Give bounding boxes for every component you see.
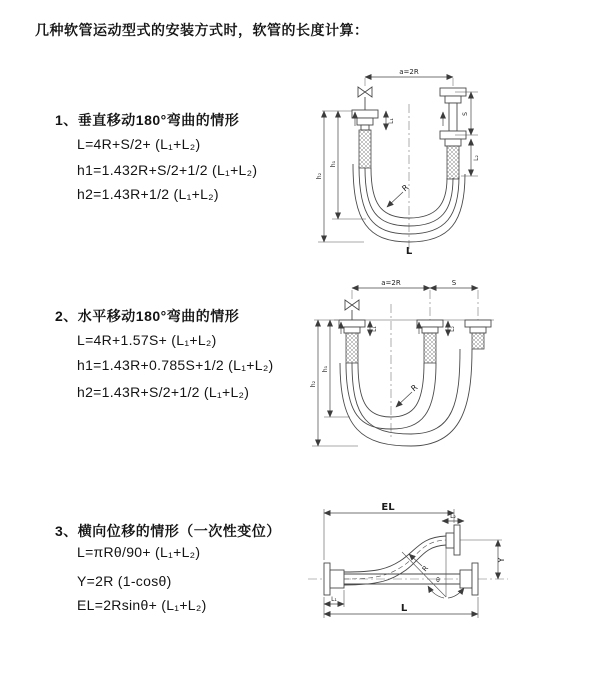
length-label: L [405, 246, 413, 257]
dimension-label-a2r: a=2R [381, 279, 401, 287]
radius-leader [387, 192, 403, 207]
formula-line: L=4R+S/2+ (L₁+L₂) [77, 136, 201, 152]
section-2-heading: 2、水平移动180°弯曲的情形 [55, 308, 240, 324]
section-3-heading: 3、横向位移的情形（一次性变位） [55, 523, 281, 539]
radius-label: R [420, 564, 431, 574]
valve-icon [345, 300, 359, 310]
flange [472, 563, 478, 595]
flange [470, 327, 486, 333]
formula-line: Y=2R (1-cosθ) [77, 573, 172, 589]
dimension-label-h1: h₁ [330, 160, 337, 168]
dimension-label-y: Y [497, 557, 506, 563]
radius-label: R [409, 382, 420, 394]
dimension-label-l2: L₂ [473, 155, 480, 161]
flange [445, 139, 461, 146]
dimension-label-l1: L₁ [371, 326, 378, 332]
hose-centerline [344, 540, 446, 579]
construction-line [402, 552, 446, 597]
formula-line: L=πRθ/90+ (L₁+L₂) [77, 544, 201, 560]
dimension-label-s: S [451, 279, 457, 287]
flange [417, 320, 443, 327]
radius-leader [396, 392, 412, 407]
flange-hub [330, 570, 344, 588]
dimension-label-h2: h₂ [310, 380, 317, 388]
flange [344, 327, 360, 333]
section-1-heading: 1、垂直移动180°弯曲的情形 [55, 112, 240, 128]
braided-hose-section [359, 130, 371, 168]
braided-hose-section [447, 146, 459, 179]
page-title: 几种软管运动型式的安装方式时，软管的长度计算： [35, 22, 369, 38]
dimension-label-s: S [462, 112, 469, 116]
dimension-label-a2r: a=2R [399, 68, 419, 76]
flange-hub [446, 533, 454, 548]
formula-line: L=4R+1.57S+ (L₁+L₂) [77, 332, 217, 348]
length-label: L [400, 603, 408, 614]
dimension-label-el: EL [381, 502, 395, 513]
flange [324, 563, 330, 595]
dimension-label-l2: L₂ [449, 326, 456, 332]
flange [357, 118, 373, 125]
flange [339, 320, 365, 327]
dimension-label-h2: h₂ [316, 172, 323, 180]
hose-curve [352, 349, 460, 434]
angle-arc [428, 586, 444, 598]
braided-hose-section [346, 333, 358, 363]
angle-label-theta: θ [436, 577, 440, 584]
pipe-neck [361, 125, 369, 130]
radius-label: R [400, 182, 411, 194]
braided-hose-section [472, 333, 484, 349]
flange [454, 525, 460, 555]
valve-icon [358, 87, 372, 97]
formula-line: h1=1.43R+0.785S+1/2 (L₁+L₂) [77, 357, 274, 373]
flange [465, 320, 491, 327]
flange [352, 110, 378, 118]
radius-leader [409, 554, 422, 566]
braided-hose-section [424, 333, 436, 363]
dimension-label-l1: L₁ [331, 596, 337, 603]
hose-curve [344, 536, 446, 572]
formula-line: h1=1.432R+S/2+1/2 (L₁+L₂) [77, 162, 258, 178]
formula-line: EL=2Rsinθ+ (L₁+L₂) [77, 597, 207, 613]
pipe [449, 103, 457, 131]
flange [445, 96, 461, 103]
formula-line: h2=1.43R+S/2+1/2 (L₁+L₂) [77, 384, 250, 400]
diagram-lateral-displacement [296, 494, 600, 658]
flange-hub [460, 570, 472, 588]
diagram-vertical-180-bend [308, 64, 592, 258]
flange [422, 327, 438, 333]
dimension-label-l2: L₂ [450, 513, 456, 520]
formula-line: h2=1.43R+1/2 (L₁+L₂) [77, 186, 219, 202]
angle-arc [448, 588, 464, 598]
dimension-label-l1: L₁ [388, 118, 395, 124]
diagram-horizontal-180-bend [304, 274, 596, 460]
dimension-label-h1: h₁ [322, 365, 329, 373]
